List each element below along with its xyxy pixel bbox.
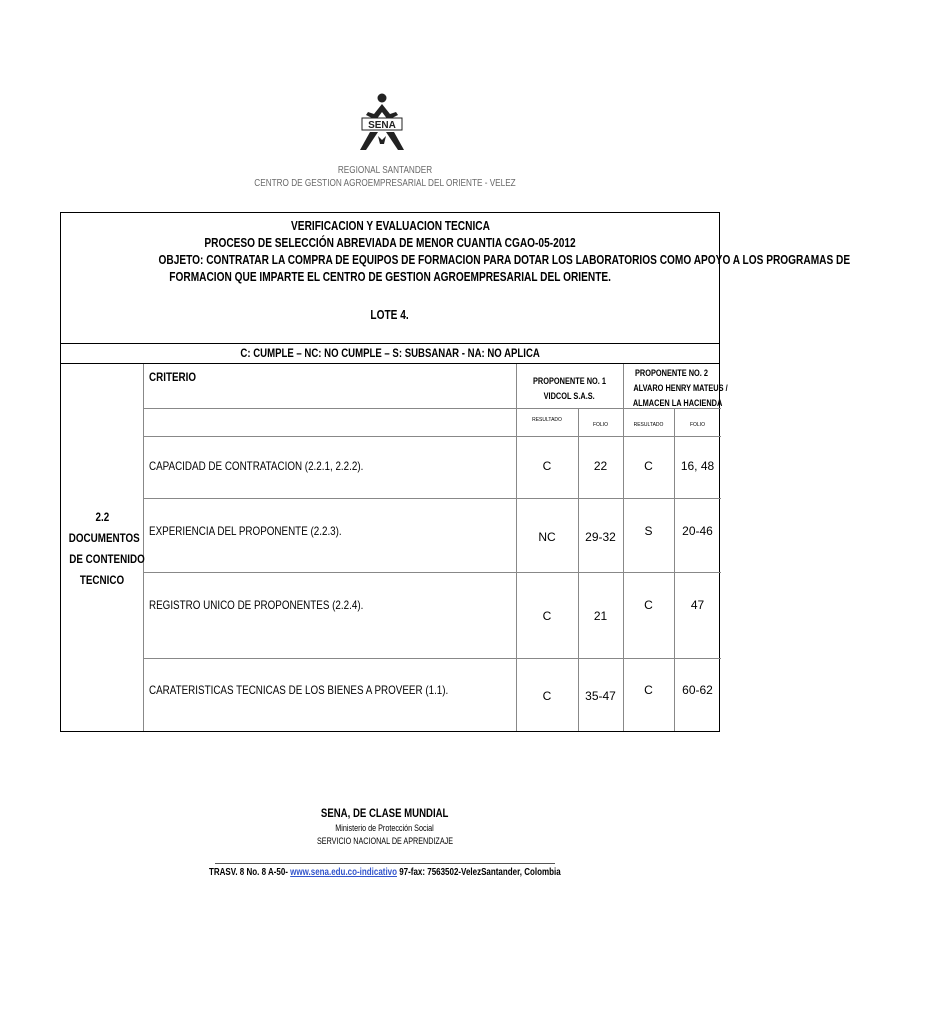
footer-service: SERVICIO NACIONAL DE APRENDIZAJE [316, 836, 454, 846]
p2-resultado-header: RESULTADO [633, 422, 664, 428]
proponente-2-company: ALMACEN LA HACIENDA [632, 398, 723, 408]
legend-bar [60, 343, 720, 364]
p1-folio-cell: 22 [593, 459, 608, 473]
p2-folio-cell: 47 [690, 598, 705, 612]
lote-label: LOTE 4. [370, 307, 410, 322]
row-divider [143, 408, 721, 409]
evaluation-table [60, 364, 728, 732]
criterio-cell: EXPERIENCIA DEL PROPONENTE (2.2.3). [149, 524, 342, 538]
object-line-2: FORMACION QUE IMPARTE EL CENTRO DE GESTION AGROEMPRESARIAL DEL ORIENTE. [169, 269, 611, 284]
proponente-1-name: VIDCOL S.A.S. [543, 391, 596, 401]
p2-result-cell: C [644, 683, 653, 697]
row-divider [143, 658, 721, 659]
p2-folio-header: FOLIO [689, 422, 705, 428]
proponente-2-title: PROPONENTE NO. 2 [635, 368, 709, 378]
process-line: PROCESO DE SELECCIÓN ABREVIADA DE MENOR CUANTIA CGAO-05-2012 [204, 235, 576, 250]
p2-result-cell: S [644, 524, 653, 538]
p2-folio-cell: 60-62 [682, 683, 713, 697]
section-line-2: DOCUMENTOS [68, 531, 140, 545]
sena-logo [354, 92, 410, 154]
table-row [149, 598, 410, 612]
col-divider [623, 364, 624, 731]
header-box [60, 212, 851, 344]
website-link[interactable]: www.sena.edu.co-indicativo [290, 867, 398, 878]
p2-result-cell: C [644, 598, 653, 612]
proponente-1-title: PROPONENTE NO. 1 [532, 376, 606, 386]
p1-folio-cell: 29-32 [585, 530, 616, 544]
criterio-cell: REGISTRO UNICO DE PROPONENTES (2.2.4). [149, 598, 364, 612]
table-row [149, 683, 514, 697]
criterio-header: CRITERIO [149, 370, 197, 384]
criterio-cell: CARATERISTICAS TECNICAS DE LOS BIENES A PROVEER (1.1). [149, 683, 449, 697]
footer-ministry: Ministerio de Protección Social [335, 823, 435, 833]
p1-result-cell: C [542, 689, 552, 703]
footer-divider [215, 863, 555, 864]
p2-folio-cell: 16, 48 [680, 459, 715, 473]
address-suffix: 97-fax: 7563502-VelezSantander, Colombia [399, 867, 561, 878]
footer-slogan: SENA, DE CLASE MUNDIAL [321, 806, 449, 820]
col-divider [578, 408, 579, 731]
proponente-2-name: ALVARO HENRY MATEUS / [633, 383, 728, 393]
legend-text: C: CUMPLE – NC: NO CUMPLE – S: SUBSANAR - NA: NO APLICA [240, 346, 540, 360]
p1-folio-cell: 35-47 [585, 689, 616, 703]
p2-folio-cell: 20-46 [682, 524, 713, 538]
row-divider [143, 436, 721, 437]
section-number: 2.2 [95, 510, 109, 524]
col-divider [143, 364, 144, 731]
section-line-4: TECNICO [79, 573, 125, 587]
table-row [149, 459, 410, 473]
row-divider [143, 498, 721, 499]
p1-folio-cell: 21 [593, 609, 608, 623]
sena-logo-text: SENA [368, 120, 396, 131]
p1-folio-header: FOLIO [592, 422, 608, 428]
doc-title: VERIFICACION Y EVALUACION TECNICA [290, 218, 490, 233]
address-prefix: TRASV. 8 No. 8 A-50- [209, 867, 289, 878]
p2-result-cell: C [644, 459, 653, 473]
object-line-1: OBJETO: CONTRATAR LA COMPRA DE EQUIPOS DE FORMACION PARA DOTAR LOS LABORATORIOS COMO APOYO A LOS PROGRAMAS DE [158, 252, 851, 267]
p1-result-cell: NC [538, 530, 556, 544]
p1-result-cell: C [542, 609, 552, 623]
regional-line-1: REGIONAL SANTANDER [337, 165, 433, 176]
footer-address [209, 867, 561, 878]
criterio-cell: CAPACIDAD DE CONTRATACION (2.2.1, 2.2.2). [149, 459, 364, 473]
regional-line-2: CENTRO DE GESTION AGROEMPRESARIAL DEL ORIENTE - VELEZ [254, 178, 516, 189]
p1-result-cell: C [542, 459, 552, 473]
p1-resultado-header: RESULTADO [532, 417, 562, 423]
section-line-3: DE CONTENIDO [69, 552, 145, 566]
table-row [149, 524, 384, 538]
row-divider [143, 572, 721, 573]
